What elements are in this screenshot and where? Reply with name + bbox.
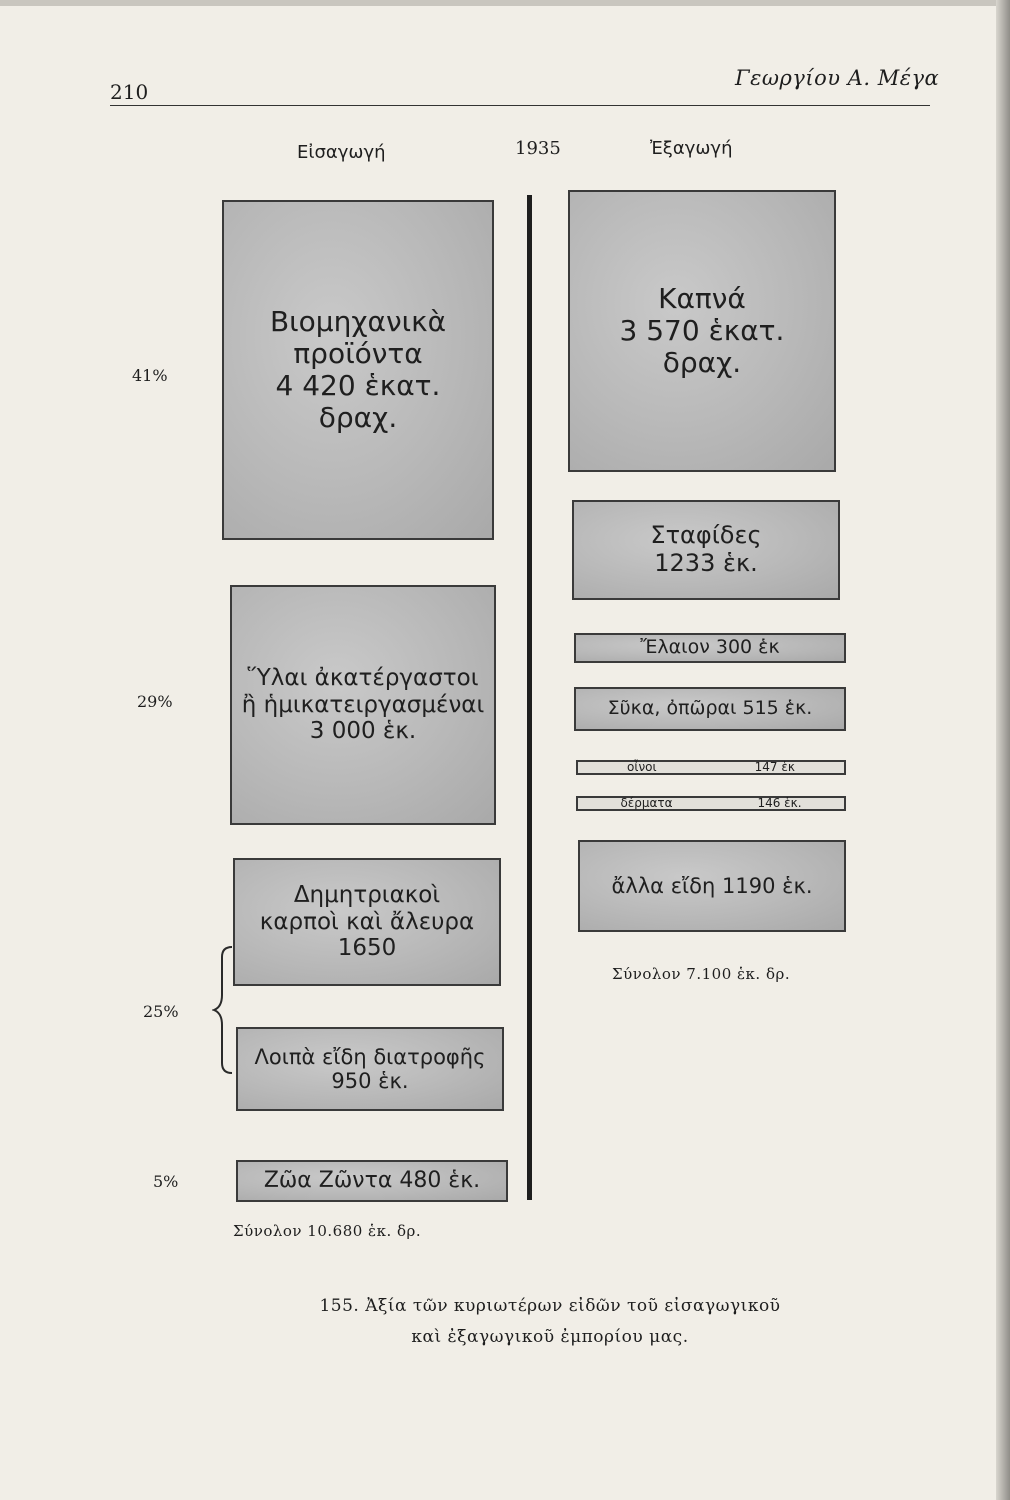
- import-box-label: Ὕλαι ἀκατέργαστοι ἢ ἡμικατειργασμέναι 3 000 ἑκ.: [241, 665, 485, 745]
- export-box-other-goods: [578, 840, 846, 932]
- header-rule: [110, 105, 930, 106]
- import-box-raw-materials: [230, 585, 496, 825]
- percentage-label: 41%: [132, 366, 168, 385]
- export-box-label: Ἔλαιον 300 ἑκ: [640, 636, 780, 659]
- export-box-value: 147 ἑκ: [754, 760, 795, 774]
- export-box-label: δέρματα: [620, 796, 673, 810]
- import-box-industrial-products: [222, 200, 494, 540]
- export-box-olive-oil: [574, 633, 846, 663]
- percentage-brace: [212, 945, 236, 1075]
- percentage-label: 25%: [143, 1002, 179, 1021]
- export-box-label: Σῦκα, ὀπῶραι 515 ἑκ.: [607, 697, 813, 720]
- export-box-label: Καπνά 3 570 ἑκατ. δραχ.: [619, 281, 785, 380]
- export-total: Σύνολον 7.100 ἑκ. δρ.: [612, 965, 791, 983]
- export-box-raisins: [572, 500, 840, 600]
- export-box-value: 146 ἑκ.: [757, 796, 802, 810]
- percentage-label: 5%: [153, 1172, 179, 1191]
- figure-caption-line-2: καὶ ἐξαγωγικοῦ ἐμπορίου μας.: [411, 1327, 689, 1347]
- import-box-label: Βιομηχανικὰ προϊόντα 4 420 ἑκατ. δραχ.: [269, 304, 447, 435]
- percentage-label: 29%: [137, 692, 173, 711]
- import-box-live-animals: [236, 1160, 508, 1202]
- import-box-label: Λοιπὰ εἴδη διατροφῆς 950 ἑκ.: [254, 1044, 486, 1093]
- export-box-wines: [576, 760, 846, 775]
- export-box-label: οἶνοι: [627, 760, 657, 774]
- page-binding-edge: [996, 0, 1010, 1500]
- center-divider: [527, 195, 532, 1200]
- import-box-other-foodstuffs: [236, 1027, 504, 1111]
- export-box-hides: [576, 796, 846, 811]
- import-total: Σύνολον 10.680 ἑκ. δρ.: [233, 1222, 422, 1240]
- running-head: Γεωργίου Α. Μέγα: [735, 66, 940, 90]
- export-box-label: Σταφίδες 1233 ἑκ.: [650, 521, 762, 577]
- year-heading: 1935: [515, 138, 561, 159]
- import-box-label: Ζῶα Ζῶντα 480 ἑκ.: [263, 1168, 481, 1194]
- export-box-label: ἄλλα εἴδη 1190 ἑκ.: [611, 873, 813, 898]
- export-box-tobacco: [568, 190, 836, 472]
- figure-caption-line-1: 155. Ἀξία τῶν κυριωτέρων εἰδῶν τοῦ εἰσαγωγικοῦ: [319, 1296, 781, 1316]
- page-number: 210: [110, 80, 149, 104]
- export-column-heading: Ἐξαγωγή: [650, 138, 733, 159]
- import-box-label: Δημητριακοὶ καρποὶ καὶ ἄλευρα 1650: [259, 882, 475, 962]
- page-top-edge: [0, 0, 1010, 6]
- import-column-heading: Εἰσαγωγή: [297, 142, 386, 163]
- export-box-figs-fruits: [574, 687, 846, 731]
- import-box-cereals-flour: [233, 858, 501, 986]
